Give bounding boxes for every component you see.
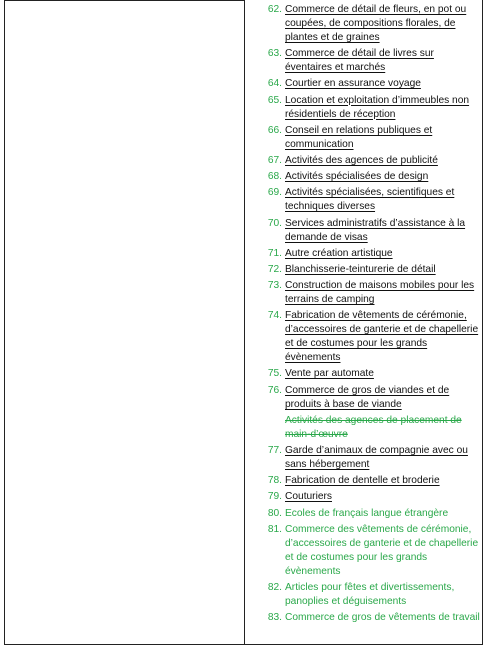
item-number: 68. xyxy=(267,171,282,183)
list-item xyxy=(258,474,480,488)
item-number: 74. xyxy=(267,310,282,322)
list-item xyxy=(258,94,480,122)
activity-list xyxy=(258,3,480,627)
item-text: Autre création artistique xyxy=(285,247,393,259)
item-number: 62. xyxy=(267,4,282,15)
column-divider xyxy=(244,0,245,645)
list-item xyxy=(258,384,480,412)
item-number: 73. xyxy=(267,280,282,292)
list-item xyxy=(258,611,480,625)
item-number: 75. xyxy=(267,368,282,380)
item-number: 77. xyxy=(267,445,282,456)
list-item xyxy=(258,124,480,152)
item-text: Construction de maisons mobiles pour les terrains de camping xyxy=(285,280,475,306)
item-text: Activités des agences de publicité xyxy=(285,154,438,166)
list-item xyxy=(258,217,480,245)
item-text: Articles pour fêtes et divertissements, panoplies et déguisements xyxy=(285,581,455,607)
list-item xyxy=(258,490,480,504)
list-item xyxy=(258,581,480,609)
item-number: 83. xyxy=(267,612,282,624)
item-text: Commerce de gros de vêtements de travail xyxy=(285,612,480,624)
list-item xyxy=(258,186,480,214)
item-text: Location et exploitation d’immeubles non résidentiels de réception xyxy=(285,94,470,120)
list-item xyxy=(258,309,480,365)
list-item xyxy=(258,507,480,521)
item-text: Commerce des vêtements de cérémonie, d’accessoires de ganterie et de chapellerie et de costumes pour les grands évènements xyxy=(285,523,479,577)
item-number: 82. xyxy=(267,581,282,593)
item-number: 70. xyxy=(267,217,282,229)
item-number: 81. xyxy=(267,523,282,535)
list-item xyxy=(258,170,480,184)
list-item xyxy=(258,279,480,307)
item-text: Activités spécialisées de design xyxy=(285,171,429,183)
list-item xyxy=(258,154,480,168)
struck-item-text: Activités des agences de placement de main-d’œuvre xyxy=(285,414,462,440)
item-number: 80. xyxy=(267,507,282,519)
item-text: Blanchisserie-teinturerie de détail xyxy=(285,263,436,275)
item-number: 65. xyxy=(267,94,282,106)
list-item xyxy=(258,47,480,75)
item-text: Commerce de détail de fleurs, en pot ou coupées, de compositions florales, de plantes et de graines xyxy=(285,4,467,43)
item-text: Fabrication de vêtements de cérémonie, d’accessoires de ganterie et de chapellerie et de costumes pour les grands évènements xyxy=(285,310,479,364)
list-item xyxy=(258,523,480,579)
list-item xyxy=(258,367,480,381)
item-number: 69. xyxy=(267,187,282,199)
item-number: 64. xyxy=(267,78,282,90)
item-text: Couturiers xyxy=(285,491,332,503)
item-text: Courtier en assurance voyage xyxy=(285,78,421,90)
list-item xyxy=(258,263,480,277)
item-number: 76. xyxy=(267,384,282,396)
list-item xyxy=(258,414,480,442)
item-text: Commerce de détail de livres sur éventaires et marchés xyxy=(285,48,434,74)
item-text: Fabrication de dentelle et broderie xyxy=(285,475,440,487)
item-text: Conseil en relations publiques et communication xyxy=(285,124,433,150)
list-item xyxy=(258,77,480,91)
item-number: 78. xyxy=(267,475,282,487)
item-text: Garde d’animaux de compagnie avec ou sans hébergement xyxy=(285,445,468,470)
item-text: Ecoles de français langue étrangère xyxy=(285,507,449,519)
list-item xyxy=(258,3,480,45)
item-text: Vente par automate xyxy=(285,368,374,380)
item-number: 72. xyxy=(267,263,282,275)
item-number: 71. xyxy=(267,247,282,259)
item-number: 63. xyxy=(267,48,282,60)
item-text: Activités spécialisées, scientifiques et techniques diverses xyxy=(285,187,455,213)
item-number: 66. xyxy=(267,124,282,136)
item-text: Services administratifs d’assistance à la demande de visas xyxy=(285,217,466,243)
item-number: 67. xyxy=(267,154,282,166)
item-number: 79. xyxy=(267,491,282,503)
list-item xyxy=(258,444,480,472)
list-item xyxy=(258,247,480,261)
item-text: Commerce de gros de viandes et de produits à base de viande xyxy=(285,384,450,410)
